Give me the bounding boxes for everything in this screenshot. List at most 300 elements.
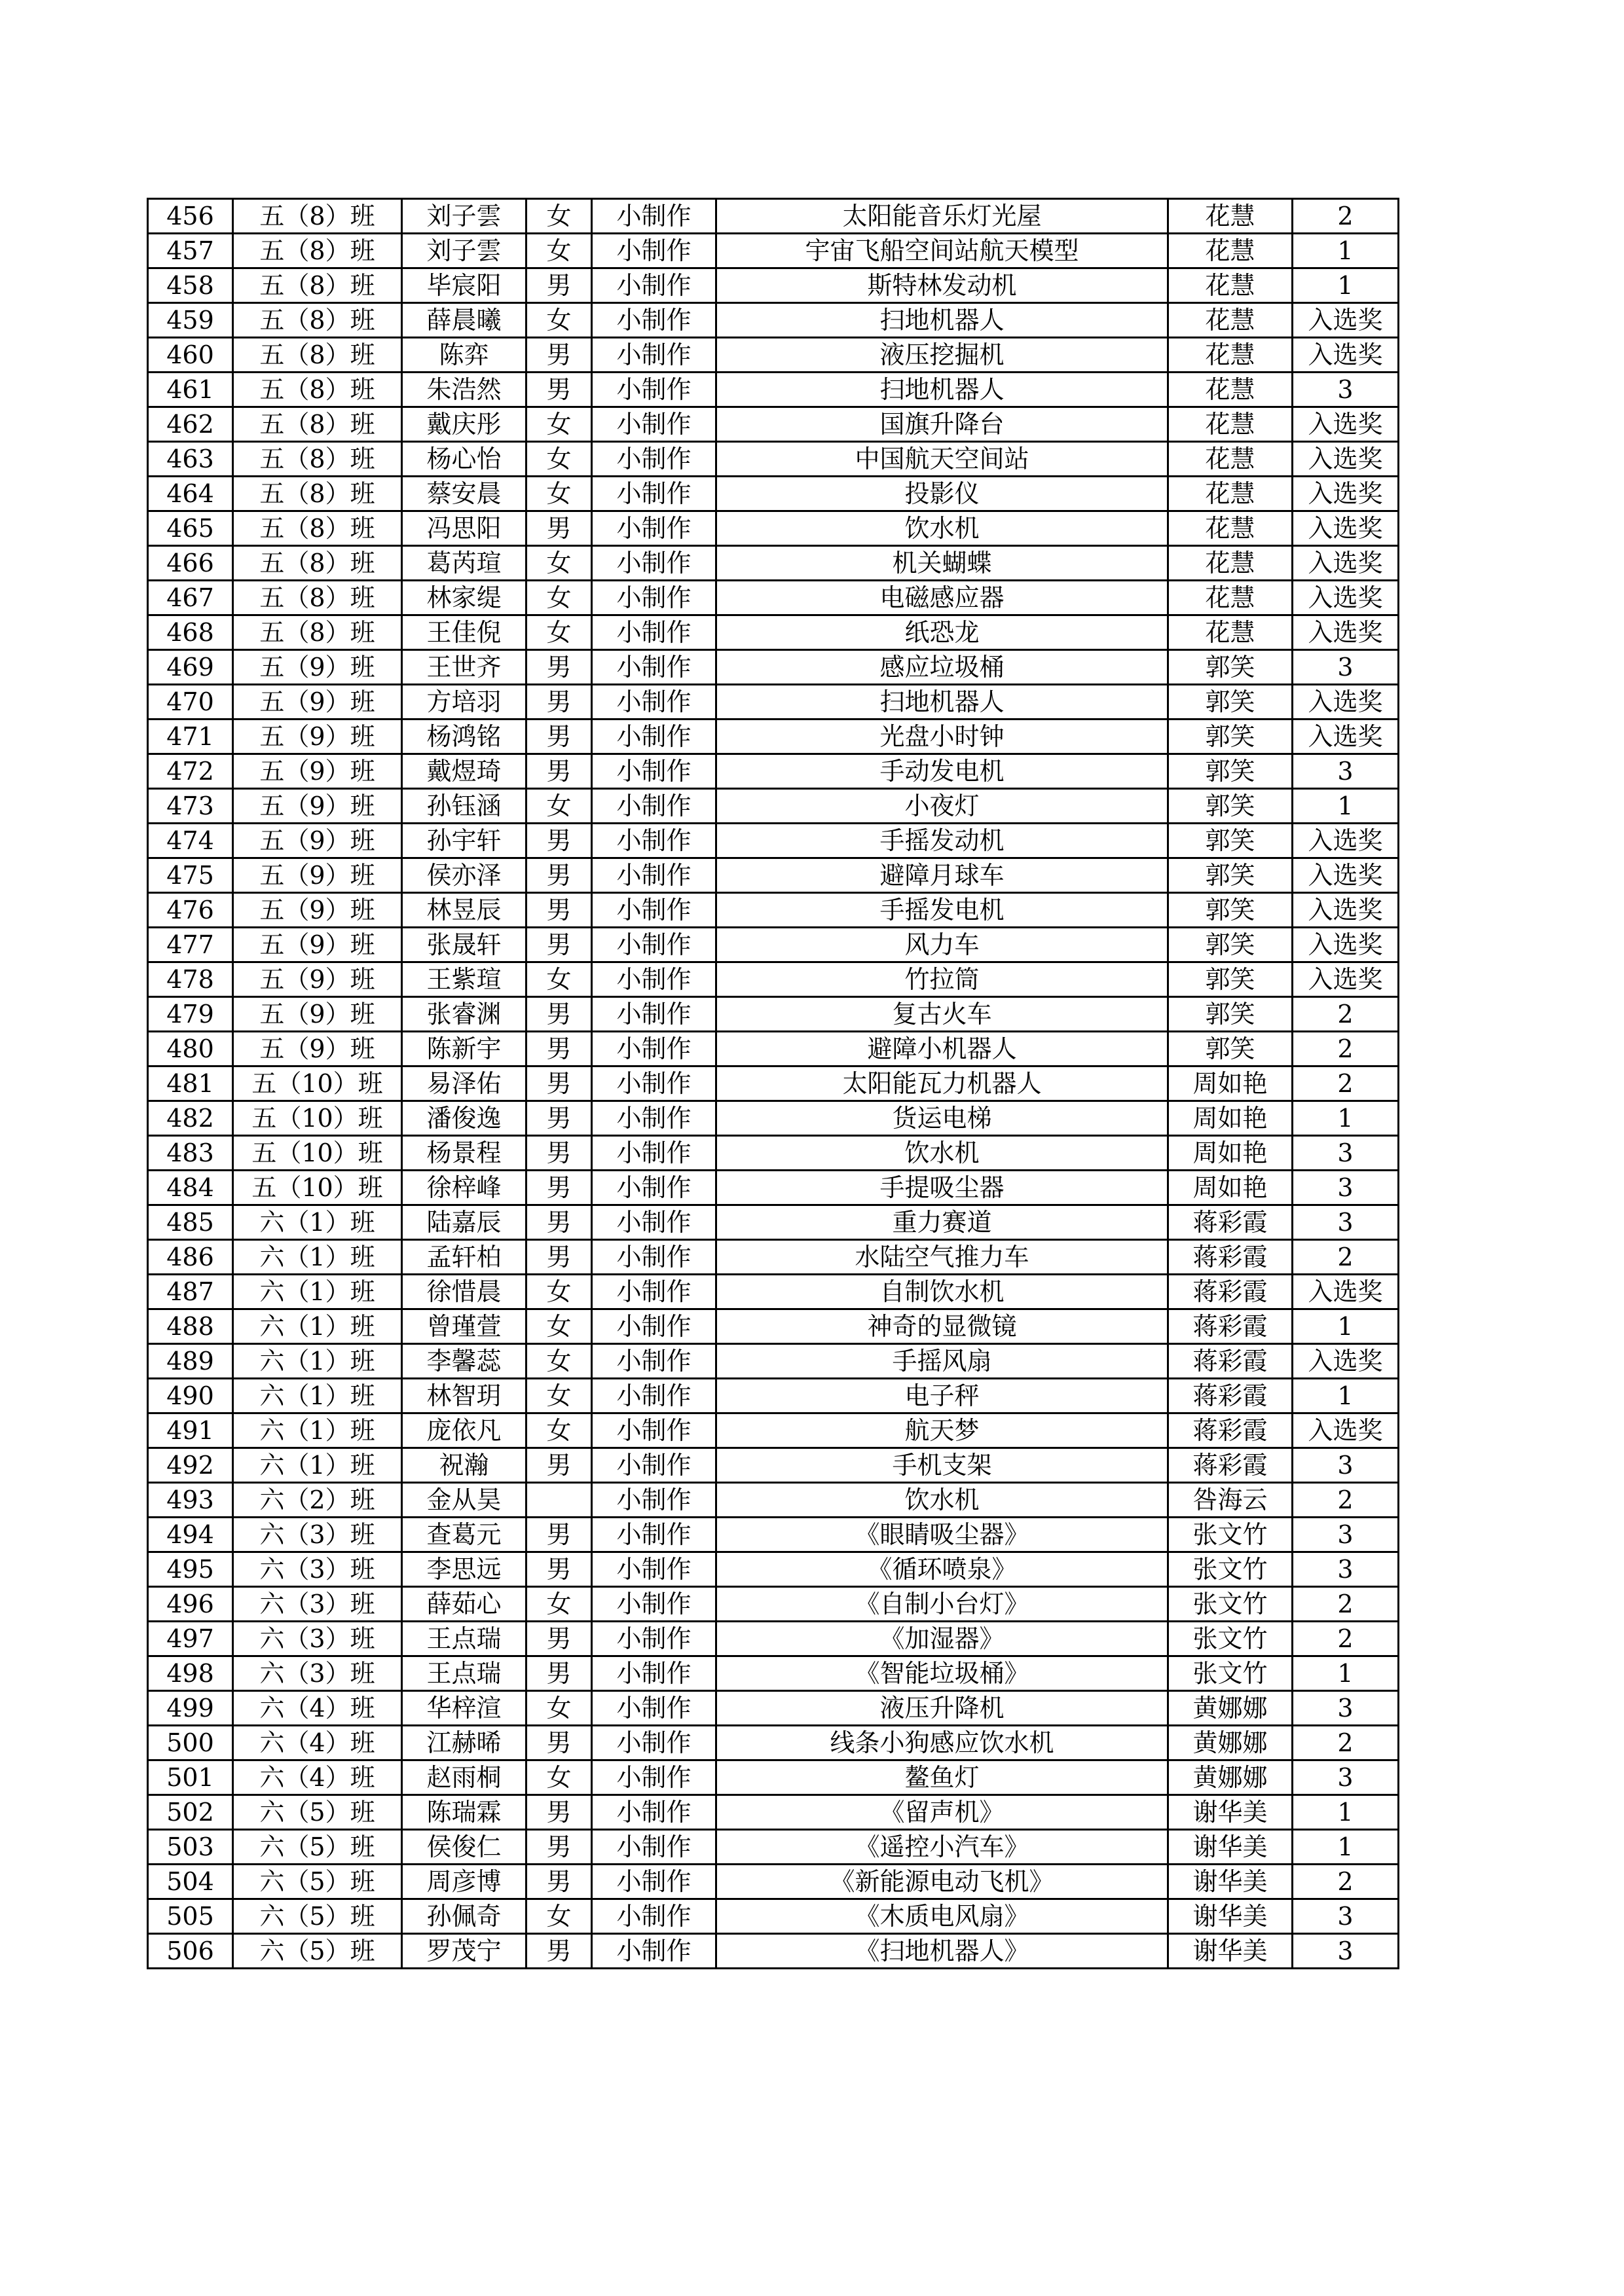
student-name-cell: 陈新宇 bbox=[402, 1032, 526, 1066]
prize-cell: 3 bbox=[1293, 1934, 1399, 1969]
table-row bbox=[148, 268, 1399, 303]
student-name-cell: 朱浩然 bbox=[402, 373, 526, 407]
row-number: 473 bbox=[148, 789, 233, 824]
table-row bbox=[148, 199, 1399, 234]
teacher-cell: 花慧 bbox=[1168, 511, 1293, 546]
prize-cell: 1 bbox=[1293, 234, 1399, 268]
prize-cell: 入选奖 bbox=[1293, 893, 1399, 928]
row-number: 468 bbox=[148, 615, 233, 650]
table-row bbox=[148, 1552, 1399, 1587]
prize-cell: 1 bbox=[1293, 1830, 1399, 1865]
teacher-cell: 周如艳 bbox=[1168, 1101, 1293, 1136]
table-row bbox=[148, 1413, 1399, 1448]
class-cell: 六（5）班 bbox=[233, 1795, 402, 1830]
teacher-cell: 谢华美 bbox=[1168, 1795, 1293, 1830]
class-cell: 六（5）班 bbox=[233, 1830, 402, 1865]
class-cell: 六（1）班 bbox=[233, 1448, 402, 1483]
prize-cell: 1 bbox=[1293, 1656, 1399, 1691]
table-row bbox=[148, 1726, 1399, 1760]
category-cell: 小制作 bbox=[592, 754, 716, 789]
row-number: 459 bbox=[148, 303, 233, 338]
gender-cell: 女 bbox=[526, 1413, 592, 1448]
class-cell: 五（10）班 bbox=[233, 1171, 402, 1205]
class-cell: 五（9）班 bbox=[233, 650, 402, 685]
row-number: 502 bbox=[148, 1795, 233, 1830]
student-name-cell: 徐惜晨 bbox=[402, 1275, 526, 1309]
row-number: 503 bbox=[148, 1830, 233, 1865]
table-row bbox=[148, 1171, 1399, 1205]
gender-cell: 男 bbox=[526, 1518, 592, 1552]
row-number: 494 bbox=[148, 1518, 233, 1552]
category-cell: 小制作 bbox=[592, 199, 716, 234]
work-title-cell: 太阳能瓦力机器人 bbox=[716, 1066, 1168, 1101]
work-title-cell: 线条小狗感应饮水机 bbox=[716, 1726, 1168, 1760]
table-row bbox=[148, 442, 1399, 477]
class-cell: 六（5）班 bbox=[233, 1934, 402, 1969]
teacher-cell: 黄娜娜 bbox=[1168, 1760, 1293, 1795]
class-cell: 五（9）班 bbox=[233, 858, 402, 893]
category-cell: 小制作 bbox=[592, 962, 716, 997]
student-name-cell: 金从昊 bbox=[402, 1483, 526, 1518]
student-name-cell: 林昱辰 bbox=[402, 893, 526, 928]
student-name-cell: 孙佩奇 bbox=[402, 1899, 526, 1934]
row-number: 474 bbox=[148, 824, 233, 858]
table-row bbox=[148, 928, 1399, 962]
row-number: 491 bbox=[148, 1413, 233, 1448]
table-row bbox=[148, 1656, 1399, 1691]
table-row bbox=[148, 1136, 1399, 1171]
student-name-cell: 刘子雲 bbox=[402, 199, 526, 234]
work-title-cell: 手提吸尘器 bbox=[716, 1171, 1168, 1205]
gender-cell: 女 bbox=[526, 199, 592, 234]
table-row bbox=[148, 685, 1399, 720]
category-cell: 小制作 bbox=[592, 615, 716, 650]
student-name-cell: 葛芮瑄 bbox=[402, 546, 526, 581]
teacher-cell: 张文竹 bbox=[1168, 1656, 1293, 1691]
gender-cell: 女 bbox=[526, 1379, 592, 1413]
teacher-cell: 周如艳 bbox=[1168, 1171, 1293, 1205]
student-name-cell: 周彦博 bbox=[402, 1865, 526, 1899]
student-name-cell: 王点瑞 bbox=[402, 1622, 526, 1656]
student-name-cell: 戴煜琦 bbox=[402, 754, 526, 789]
gender-cell: 男 bbox=[526, 1865, 592, 1899]
teacher-cell: 周如艳 bbox=[1168, 1136, 1293, 1171]
work-title-cell: 饮水机 bbox=[716, 1483, 1168, 1518]
prize-cell: 3 bbox=[1293, 1205, 1399, 1240]
class-cell: 六（3）班 bbox=[233, 1552, 402, 1587]
table-row bbox=[148, 1518, 1399, 1552]
teacher-cell: 蒋彩霞 bbox=[1168, 1379, 1293, 1413]
category-cell: 小制作 bbox=[592, 1865, 716, 1899]
work-title-cell: 国旗升降台 bbox=[716, 407, 1168, 442]
work-title-cell: 鳌鱼灯 bbox=[716, 1760, 1168, 1795]
category-cell: 小制作 bbox=[592, 1379, 716, 1413]
student-name-cell: 林家缇 bbox=[402, 581, 526, 615]
prize-cell: 3 bbox=[1293, 1760, 1399, 1795]
row-number: 458 bbox=[148, 268, 233, 303]
class-cell: 五（9）班 bbox=[233, 824, 402, 858]
table-row bbox=[148, 1795, 1399, 1830]
gender-cell: 男 bbox=[526, 928, 592, 962]
teacher-cell: 蒋彩霞 bbox=[1168, 1275, 1293, 1309]
category-cell: 小制作 bbox=[592, 1309, 716, 1344]
student-name-cell: 曾瑾萱 bbox=[402, 1309, 526, 1344]
prize-cell: 入选奖 bbox=[1293, 338, 1399, 373]
work-title-cell: 《加湿器》 bbox=[716, 1622, 1168, 1656]
class-cell: 五（9）班 bbox=[233, 685, 402, 720]
teacher-cell: 张文竹 bbox=[1168, 1518, 1293, 1552]
prize-cell: 1 bbox=[1293, 1795, 1399, 1830]
student-name-cell: 薛茹心 bbox=[402, 1587, 526, 1622]
table-row bbox=[148, 1379, 1399, 1413]
category-cell: 小制作 bbox=[592, 1171, 716, 1205]
class-cell: 五（9）班 bbox=[233, 962, 402, 997]
prize-cell: 1 bbox=[1293, 1309, 1399, 1344]
class-cell: 五（10）班 bbox=[233, 1066, 402, 1101]
student-name-cell: 王紫瑄 bbox=[402, 962, 526, 997]
row-number: 457 bbox=[148, 234, 233, 268]
gender-cell: 男 bbox=[526, 1656, 592, 1691]
student-name-cell: 徐梓峰 bbox=[402, 1171, 526, 1205]
class-cell: 六（1）班 bbox=[233, 1344, 402, 1379]
teacher-cell: 郭笑 bbox=[1168, 858, 1293, 893]
teacher-cell: 花慧 bbox=[1168, 477, 1293, 511]
table-row bbox=[148, 720, 1399, 754]
table-row bbox=[148, 1032, 1399, 1066]
row-number: 456 bbox=[148, 199, 233, 234]
prize-cell: 3 bbox=[1293, 1552, 1399, 1587]
gender-cell: 男 bbox=[526, 893, 592, 928]
gender-cell: 男 bbox=[526, 1448, 592, 1483]
row-number: 470 bbox=[148, 685, 233, 720]
work-title-cell: 复古火车 bbox=[716, 997, 1168, 1032]
table-row bbox=[148, 234, 1399, 268]
teacher-cell: 花慧 bbox=[1168, 338, 1293, 373]
gender-cell: 男 bbox=[526, 338, 592, 373]
student-name-cell: 张睿渊 bbox=[402, 997, 526, 1032]
work-title-cell: 机关蝴蝶 bbox=[716, 546, 1168, 581]
table-row bbox=[148, 477, 1399, 511]
teacher-cell: 黄娜娜 bbox=[1168, 1726, 1293, 1760]
work-title-cell: 饮水机 bbox=[716, 1136, 1168, 1171]
category-cell: 小制作 bbox=[592, 1136, 716, 1171]
category-cell: 小制作 bbox=[592, 1899, 716, 1934]
student-name-cell: 侯亦泽 bbox=[402, 858, 526, 893]
class-cell: 六（1）班 bbox=[233, 1205, 402, 1240]
row-number: 487 bbox=[148, 1275, 233, 1309]
row-number: 486 bbox=[148, 1240, 233, 1275]
student-name-cell: 薛晨曦 bbox=[402, 303, 526, 338]
category-cell: 小制作 bbox=[592, 1518, 716, 1552]
class-cell: 六（3）班 bbox=[233, 1622, 402, 1656]
row-number: 469 bbox=[148, 650, 233, 685]
work-title-cell: 纸恐龙 bbox=[716, 615, 1168, 650]
teacher-cell: 周如艳 bbox=[1168, 1066, 1293, 1101]
category-cell: 小制作 bbox=[592, 1413, 716, 1448]
gender-cell: 女 bbox=[526, 1691, 592, 1726]
gender-cell: 男 bbox=[526, 1101, 592, 1136]
class-cell: 五（8）班 bbox=[233, 407, 402, 442]
student-name-cell: 王世齐 bbox=[402, 650, 526, 685]
gender-cell: 男 bbox=[526, 858, 592, 893]
teacher-cell: 郭笑 bbox=[1168, 997, 1293, 1032]
table-row bbox=[148, 858, 1399, 893]
row-number: 479 bbox=[148, 997, 233, 1032]
gender-cell: 男 bbox=[526, 1066, 592, 1101]
row-number: 490 bbox=[148, 1379, 233, 1413]
row-number: 488 bbox=[148, 1309, 233, 1344]
student-name-cell: 李思远 bbox=[402, 1552, 526, 1587]
class-cell: 五（9）班 bbox=[233, 789, 402, 824]
work-title-cell: 《留声机》 bbox=[716, 1795, 1168, 1830]
category-cell: 小制作 bbox=[592, 1552, 716, 1587]
student-name-cell: 王点瑞 bbox=[402, 1656, 526, 1691]
teacher-cell: 蒋彩霞 bbox=[1168, 1205, 1293, 1240]
work-title-cell: 重力赛道 bbox=[716, 1205, 1168, 1240]
table-row bbox=[148, 650, 1399, 685]
work-title-cell: 《遥控小汽车》 bbox=[716, 1830, 1168, 1865]
category-cell: 小制作 bbox=[592, 858, 716, 893]
gender-cell: 男 bbox=[526, 685, 592, 720]
work-title-cell: 手摇风扇 bbox=[716, 1344, 1168, 1379]
category-cell: 小制作 bbox=[592, 1344, 716, 1379]
student-name-cell: 戴庆彤 bbox=[402, 407, 526, 442]
prize-cell: 2 bbox=[1293, 1726, 1399, 1760]
class-cell: 五（10）班 bbox=[233, 1101, 402, 1136]
work-title-cell: 货运电梯 bbox=[716, 1101, 1168, 1136]
category-cell: 小制作 bbox=[592, 720, 716, 754]
table-row bbox=[148, 511, 1399, 546]
teacher-cell: 郭笑 bbox=[1168, 650, 1293, 685]
row-number: 493 bbox=[148, 1483, 233, 1518]
class-cell: 五（8）班 bbox=[233, 442, 402, 477]
category-cell: 小制作 bbox=[592, 234, 716, 268]
row-number: 499 bbox=[148, 1691, 233, 1726]
prize-cell: 入选奖 bbox=[1293, 546, 1399, 581]
student-name-cell: 侯俊仁 bbox=[402, 1830, 526, 1865]
category-cell: 小制作 bbox=[592, 546, 716, 581]
row-number: 482 bbox=[148, 1101, 233, 1136]
table-row bbox=[148, 1483, 1399, 1518]
category-cell: 小制作 bbox=[592, 1795, 716, 1830]
teacher-cell: 谢华美 bbox=[1168, 1830, 1293, 1865]
table-row bbox=[148, 1240, 1399, 1275]
prize-cell: 3 bbox=[1293, 1691, 1399, 1726]
table-row bbox=[148, 1865, 1399, 1899]
category-cell: 小制作 bbox=[592, 824, 716, 858]
teacher-cell: 花慧 bbox=[1168, 407, 1293, 442]
class-cell: 六（1）班 bbox=[233, 1275, 402, 1309]
category-cell: 小制作 bbox=[592, 789, 716, 824]
row-number: 484 bbox=[148, 1171, 233, 1205]
category-cell: 小制作 bbox=[592, 1066, 716, 1101]
table-row bbox=[148, 1344, 1399, 1379]
row-number: 481 bbox=[148, 1066, 233, 1101]
work-title-cell: 《木质电风扇》 bbox=[716, 1899, 1168, 1934]
gender-cell: 男 bbox=[526, 650, 592, 685]
student-name-cell: 杨景程 bbox=[402, 1136, 526, 1171]
gender-cell: 男 bbox=[526, 1240, 592, 1275]
class-cell: 五（9）班 bbox=[233, 928, 402, 962]
table-row bbox=[148, 1101, 1399, 1136]
gender-cell: 男 bbox=[526, 997, 592, 1032]
prize-cell: 3 bbox=[1293, 373, 1399, 407]
student-name-cell: 毕宸阳 bbox=[402, 268, 526, 303]
category-cell: 小制作 bbox=[592, 303, 716, 338]
prize-cell: 2 bbox=[1293, 997, 1399, 1032]
class-cell: 五（8）班 bbox=[233, 338, 402, 373]
work-title-cell: 手动发电机 bbox=[716, 754, 1168, 789]
row-number: 504 bbox=[148, 1865, 233, 1899]
row-number: 476 bbox=[148, 893, 233, 928]
teacher-cell: 咎海云 bbox=[1168, 1483, 1293, 1518]
row-number: 467 bbox=[148, 581, 233, 615]
category-cell: 小制作 bbox=[592, 338, 716, 373]
row-number: 485 bbox=[148, 1205, 233, 1240]
class-cell: 五（9）班 bbox=[233, 997, 402, 1032]
prize-cell: 入选奖 bbox=[1293, 928, 1399, 962]
work-title-cell: 风力车 bbox=[716, 928, 1168, 962]
gender-cell: 男 bbox=[526, 1622, 592, 1656]
category-cell: 小制作 bbox=[592, 581, 716, 615]
table-row bbox=[148, 1622, 1399, 1656]
class-cell: 五（9）班 bbox=[233, 720, 402, 754]
row-number: 492 bbox=[148, 1448, 233, 1483]
category-cell: 小制作 bbox=[592, 1275, 716, 1309]
gender-cell: 女 bbox=[526, 962, 592, 997]
table-row bbox=[148, 1934, 1399, 1969]
teacher-cell: 谢华美 bbox=[1168, 1865, 1293, 1899]
teacher-cell: 蒋彩霞 bbox=[1168, 1448, 1293, 1483]
prize-cell: 入选奖 bbox=[1293, 407, 1399, 442]
teacher-cell: 花慧 bbox=[1168, 581, 1293, 615]
row-number: 489 bbox=[148, 1344, 233, 1379]
class-cell: 六（1）班 bbox=[233, 1413, 402, 1448]
category-cell: 小制作 bbox=[592, 1691, 716, 1726]
teacher-cell: 蒋彩霞 bbox=[1168, 1344, 1293, 1379]
student-name-cell: 孙钰涵 bbox=[402, 789, 526, 824]
table-row bbox=[148, 581, 1399, 615]
gender-cell: 男 bbox=[526, 824, 592, 858]
work-title-cell: 太阳能音乐灯光屋 bbox=[716, 199, 1168, 234]
teacher-cell: 张文竹 bbox=[1168, 1622, 1293, 1656]
work-title-cell: 液压挖掘机 bbox=[716, 338, 1168, 373]
student-name-cell: 潘俊逸 bbox=[402, 1101, 526, 1136]
student-name-cell: 蔡安晨 bbox=[402, 477, 526, 511]
teacher-cell: 郭笑 bbox=[1168, 893, 1293, 928]
student-name-cell: 林智玥 bbox=[402, 1379, 526, 1413]
prize-cell: 入选奖 bbox=[1293, 685, 1399, 720]
row-number: 478 bbox=[148, 962, 233, 997]
student-name-cell: 李馨蕊 bbox=[402, 1344, 526, 1379]
table-row bbox=[148, 1309, 1399, 1344]
student-name-cell: 冯思阳 bbox=[402, 511, 526, 546]
prize-cell: 3 bbox=[1293, 1136, 1399, 1171]
class-cell: 五（8）班 bbox=[233, 268, 402, 303]
category-cell: 小制作 bbox=[592, 650, 716, 685]
prize-cell: 1 bbox=[1293, 268, 1399, 303]
row-number: 501 bbox=[148, 1760, 233, 1795]
table-row bbox=[148, 546, 1399, 581]
table-row bbox=[148, 1066, 1399, 1101]
work-title-cell: 《智能垃圾桶》 bbox=[716, 1656, 1168, 1691]
category-cell: 小制作 bbox=[592, 442, 716, 477]
prize-cell: 2 bbox=[1293, 1032, 1399, 1066]
work-title-cell: 扫地机器人 bbox=[716, 685, 1168, 720]
prize-cell: 3 bbox=[1293, 754, 1399, 789]
prize-cell: 入选奖 bbox=[1293, 962, 1399, 997]
gender-cell: 女 bbox=[526, 615, 592, 650]
work-title-cell: 感应垃圾桶 bbox=[716, 650, 1168, 685]
category-cell: 小制作 bbox=[592, 1483, 716, 1518]
category-cell: 小制作 bbox=[592, 1205, 716, 1240]
category-cell: 小制作 bbox=[592, 1622, 716, 1656]
prize-cell: 3 bbox=[1293, 1899, 1399, 1934]
gender-cell: 男 bbox=[526, 1136, 592, 1171]
teacher-cell: 郭笑 bbox=[1168, 962, 1293, 997]
gender-cell: 男 bbox=[526, 1552, 592, 1587]
class-cell: 六（3）班 bbox=[233, 1518, 402, 1552]
prize-cell: 入选奖 bbox=[1293, 303, 1399, 338]
table-row bbox=[148, 997, 1399, 1032]
row-number: 506 bbox=[148, 1934, 233, 1969]
gender-cell: 女 bbox=[526, 1899, 592, 1934]
category-cell: 小制作 bbox=[592, 685, 716, 720]
prize-cell: 3 bbox=[1293, 1518, 1399, 1552]
prize-cell: 入选奖 bbox=[1293, 1344, 1399, 1379]
table-row bbox=[148, 1760, 1399, 1795]
prize-cell: 入选奖 bbox=[1293, 477, 1399, 511]
class-cell: 六（3）班 bbox=[233, 1587, 402, 1622]
row-number: 471 bbox=[148, 720, 233, 754]
prize-cell: 入选奖 bbox=[1293, 720, 1399, 754]
gender-cell: 男 bbox=[526, 1726, 592, 1760]
row-number: 500 bbox=[148, 1726, 233, 1760]
gender-cell: 女 bbox=[526, 1344, 592, 1379]
class-cell: 五（8）班 bbox=[233, 546, 402, 581]
gender-cell: 男 bbox=[526, 1032, 592, 1066]
category-cell: 小制作 bbox=[592, 268, 716, 303]
prize-cell: 入选奖 bbox=[1293, 824, 1399, 858]
student-name-cell: 孟轩柏 bbox=[402, 1240, 526, 1275]
row-number: 496 bbox=[148, 1587, 233, 1622]
gender-cell: 女 bbox=[526, 1760, 592, 1795]
row-number: 460 bbox=[148, 338, 233, 373]
student-name-cell: 赵雨桐 bbox=[402, 1760, 526, 1795]
row-number: 477 bbox=[148, 928, 233, 962]
row-number: 505 bbox=[148, 1899, 233, 1934]
class-cell: 五（10）班 bbox=[233, 1136, 402, 1171]
gender-cell: 女 bbox=[526, 1309, 592, 1344]
work-title-cell: 《自制小台灯》 bbox=[716, 1587, 1168, 1622]
prize-cell: 1 bbox=[1293, 1101, 1399, 1136]
class-cell: 五（8）班 bbox=[233, 511, 402, 546]
work-title-cell: 《扫地机器人》 bbox=[716, 1934, 1168, 1969]
student-name-cell: 江赫晞 bbox=[402, 1726, 526, 1760]
work-title-cell: 航天梦 bbox=[716, 1413, 1168, 1448]
work-title-cell: 神奇的显微镜 bbox=[716, 1309, 1168, 1344]
row-number: 461 bbox=[148, 373, 233, 407]
work-title-cell: 扫地机器人 bbox=[716, 303, 1168, 338]
row-number: 463 bbox=[148, 442, 233, 477]
prize-cell: 入选奖 bbox=[1293, 442, 1399, 477]
teacher-cell: 张文竹 bbox=[1168, 1552, 1293, 1587]
work-title-cell: 自制饮水机 bbox=[716, 1275, 1168, 1309]
table-row bbox=[148, 754, 1399, 789]
teacher-cell: 谢华美 bbox=[1168, 1934, 1293, 1969]
class-cell: 六（4）班 bbox=[233, 1726, 402, 1760]
category-cell: 小制作 bbox=[592, 407, 716, 442]
